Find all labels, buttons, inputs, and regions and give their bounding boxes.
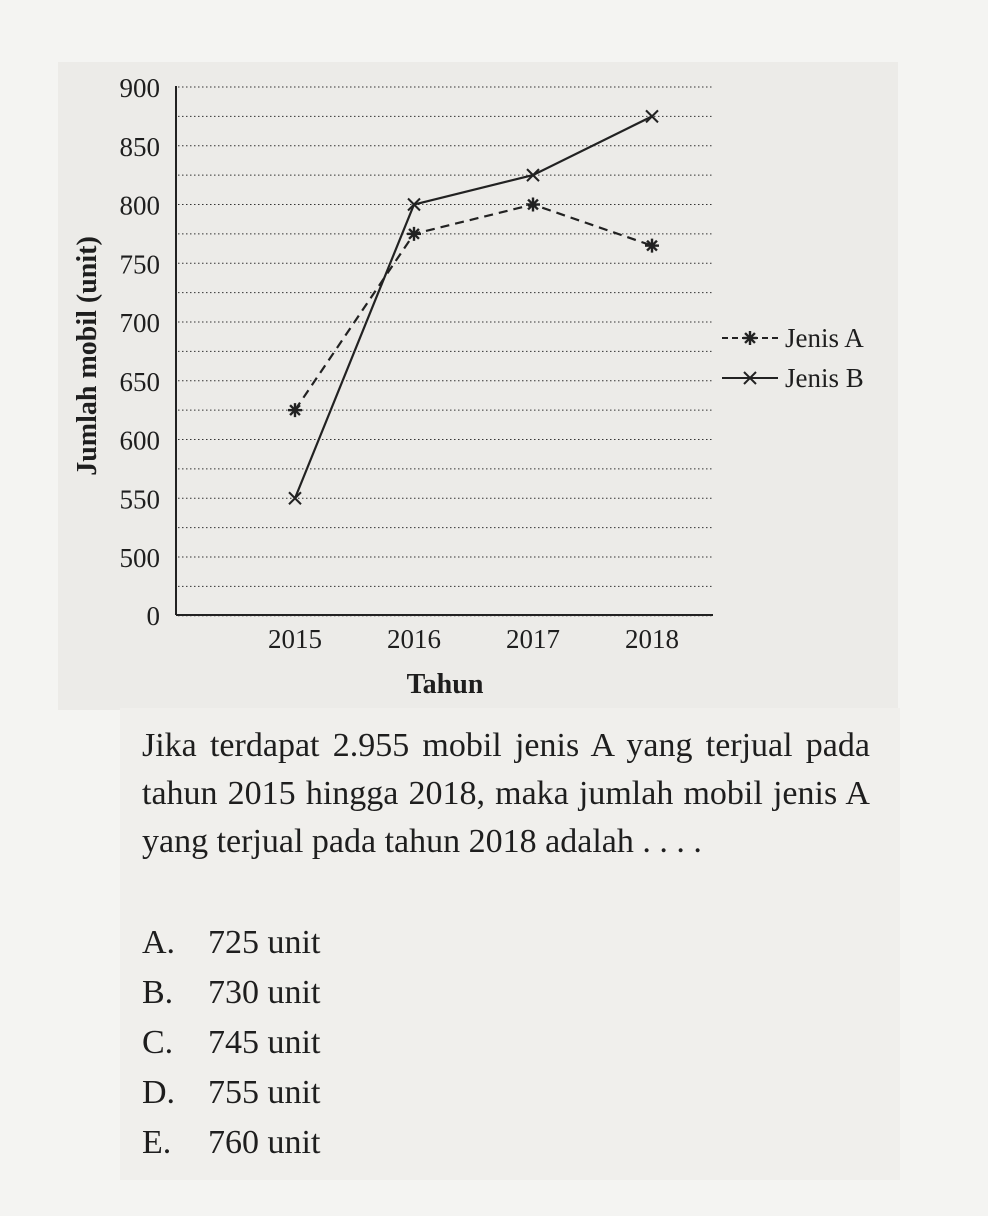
- legend: [722, 323, 864, 393]
- option-letter: B.: [142, 974, 174, 1011]
- x-tick-label: 2018: [625, 624, 679, 654]
- y-tick-label: 700: [119, 308, 160, 338]
- y-tick-label: 800: [119, 190, 160, 221]
- series-layer: [288, 110, 659, 504]
- option-value: 755 unit: [208, 1074, 321, 1111]
- axes: [176, 86, 713, 615]
- y-tick-label: 750: [119, 249, 160, 280]
- legend-item: [722, 363, 864, 393]
- data-point: [407, 227, 421, 241]
- legend-label: Jenis B: [785, 363, 864, 393]
- series-line: [295, 205, 652, 411]
- marker-core: [531, 202, 536, 207]
- option-e[interactable]: [142, 1118, 320, 1168]
- series-jenis-a: [288, 198, 659, 418]
- y-tick-labels: [120, 73, 161, 631]
- answer-options: [142, 918, 320, 1168]
- marker-core: [650, 243, 655, 248]
- marker-core: [412, 231, 417, 236]
- option-letter: E.: [142, 1124, 172, 1161]
- marker-core: [748, 336, 753, 341]
- legend-label: Jenis A: [785, 323, 864, 353]
- option-letter: D.: [142, 1074, 176, 1111]
- option-letter: A.: [142, 924, 176, 961]
- data-point: [645, 239, 659, 253]
- y-tick-label: 0: [146, 601, 160, 631]
- option-b[interactable]: [142, 968, 320, 1018]
- legend-marker: [743, 331, 757, 345]
- x-tick-label: 2017: [506, 624, 560, 654]
- option-value: 725 unit: [208, 924, 321, 961]
- y-axis-label: Jumlah mobil (unit): [72, 236, 103, 476]
- option-value: 730 unit: [208, 974, 321, 1011]
- data-point: [646, 110, 658, 122]
- option-value: 745 unit: [208, 1024, 321, 1061]
- option-a[interactable]: [142, 918, 320, 968]
- option-letter: C.: [142, 1024, 174, 1061]
- y-tick-label: 850: [119, 131, 160, 162]
- option-value: 760 unit: [208, 1124, 321, 1161]
- x-tick-label: 2016: [387, 624, 441, 654]
- legend-item: [722, 323, 864, 353]
- series-jenis-b: [289, 110, 658, 504]
- option-c[interactable]: [142, 1018, 320, 1068]
- y-tick-label: 900: [119, 73, 160, 103]
- question-text: Jika terdapat 2.955 mobil jenis A yang terjual pada tahun 2015 hingga 2018, maka jumlah mobil jenis A yang terjual pada tahun 2018 adalah . . . .: [142, 727, 870, 860]
- x-tick-labels: [268, 624, 679, 654]
- y-tick-label: 550: [119, 484, 160, 515]
- marker-core: [293, 408, 298, 413]
- y-tick-label: 500: [119, 543, 160, 573]
- option-d[interactable]: [142, 1068, 320, 1118]
- y-tick-label: 650: [119, 366, 160, 397]
- x-tick-label: 2015: [268, 624, 322, 654]
- data-point: [526, 198, 540, 212]
- grid-lines: [178, 87, 713, 616]
- series-line: [295, 116, 652, 498]
- data-point: [288, 403, 302, 417]
- x-axis-label: Tahun: [406, 669, 484, 700]
- y-tick-label: 600: [119, 425, 160, 456]
